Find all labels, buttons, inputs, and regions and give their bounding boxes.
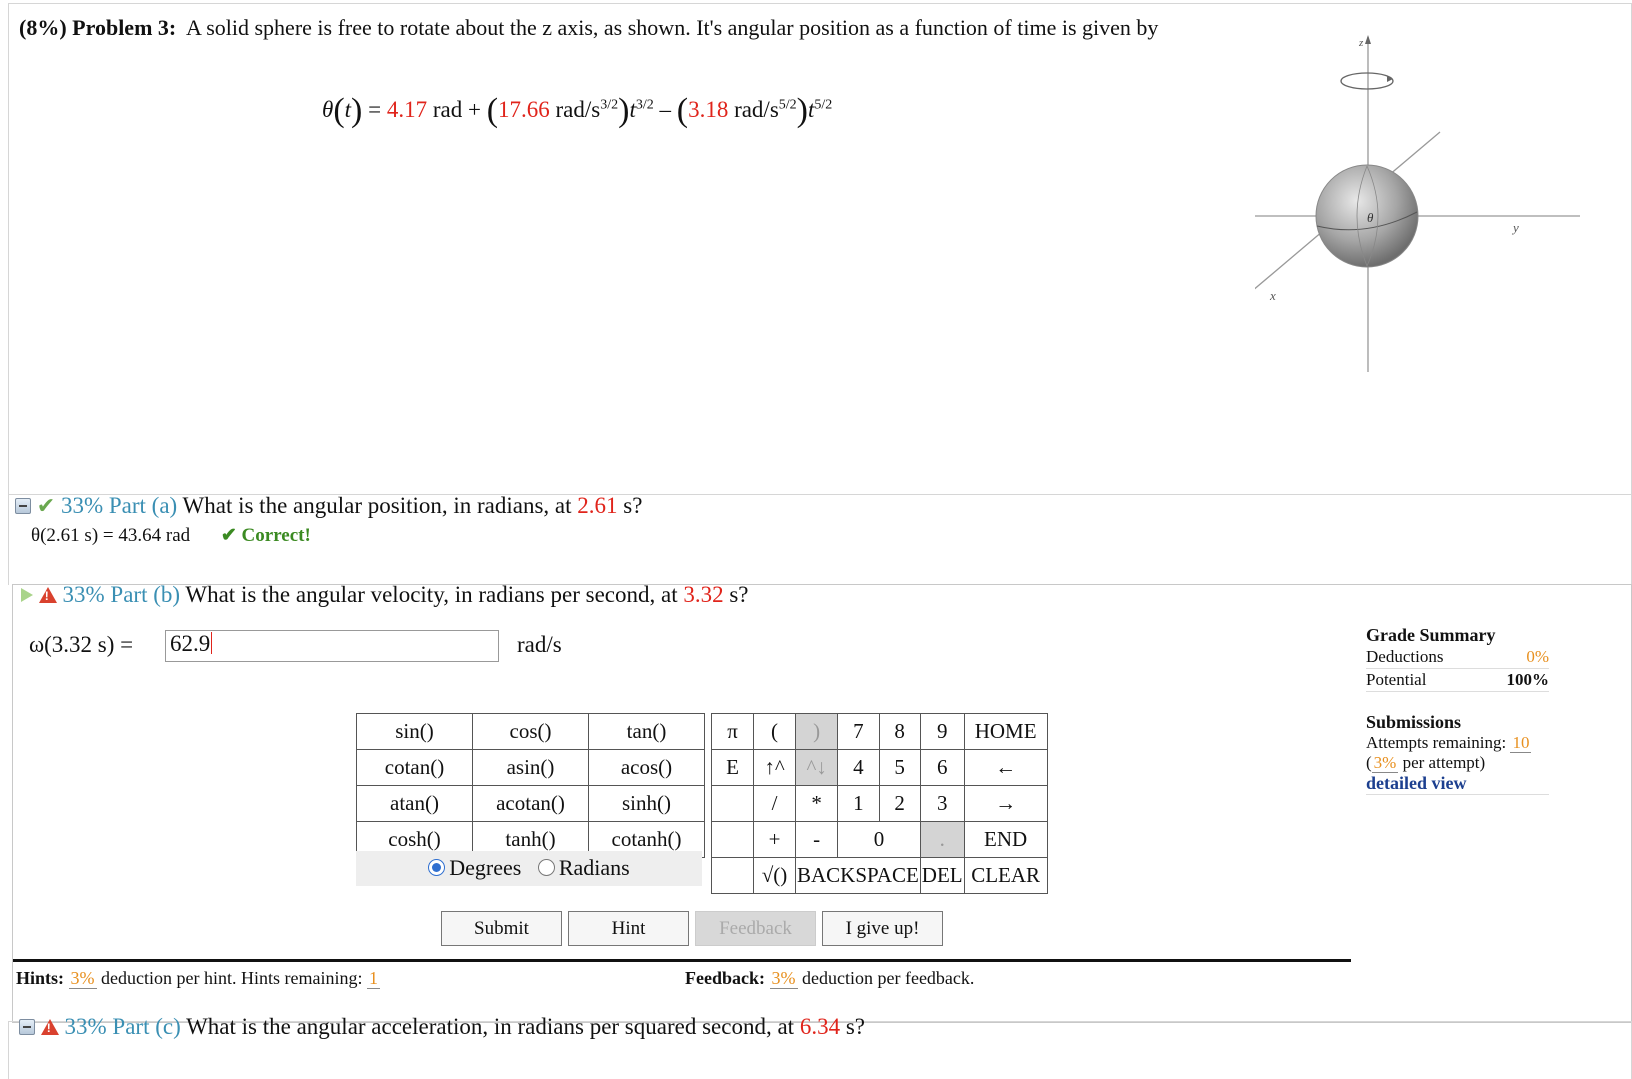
submissions-title: Submissions xyxy=(1366,712,1462,732)
part-c-header: ! 33% Part (c) What is the angular acceleration, in radians per squared second, at 6.34 s? xyxy=(19,1014,865,1040)
give-up-button[interactable]: I give up! xyxy=(822,911,943,946)
part-c-panel xyxy=(8,1014,1632,1079)
coef-0: 4.17 xyxy=(386,97,428,122)
key-2[interactable]: 2 xyxy=(879,786,920,822)
coef-2: 3.18 xyxy=(688,97,729,122)
radians-radio[interactable] xyxy=(538,859,555,876)
part-a-value: 2.61 xyxy=(577,493,618,518)
correct-badge: ✔ Correct! xyxy=(220,525,311,546)
part-a-answer: θ(2.61 s) = 43.64 rad xyxy=(31,525,191,546)
check-icon: ✔ xyxy=(36,493,56,518)
key-div[interactable]: / xyxy=(754,786,796,822)
part-a-label: Part (a) xyxy=(108,493,178,518)
key-3[interactable]: 3 xyxy=(920,786,964,822)
part-a-answer-row xyxy=(31,524,311,547)
hints-info: Hints: 3% deduction per hint. Hints remaining: 1 xyxy=(16,968,378,988)
key-8[interactable]: 8 xyxy=(879,714,920,750)
key-sin[interactable]: sin() xyxy=(357,714,473,750)
part-b-question: What is the angular velocity, in radians per second, at xyxy=(185,582,678,607)
hints-feedback-bar xyxy=(13,959,1351,1021)
key-sinh[interactable]: sinh() xyxy=(589,786,705,822)
key-up[interactable]: ↑^ xyxy=(754,750,796,786)
key-plus[interactable]: + xyxy=(754,822,796,858)
warning-icon xyxy=(41,1019,59,1035)
part-c-pct: 33% xyxy=(64,1014,107,1039)
key-home[interactable]: HOME xyxy=(964,714,1047,750)
part-a-panel xyxy=(8,494,1632,585)
key-end[interactable]: END xyxy=(964,822,1047,858)
key-e[interactable]: E xyxy=(712,750,754,786)
part-c-value: 6.34 xyxy=(799,1014,841,1039)
key-1[interactable]: 1 xyxy=(838,786,879,822)
key-minus[interactable]: - xyxy=(796,822,838,858)
problem-statement xyxy=(19,13,1199,42)
function-keypad xyxy=(356,713,705,858)
part-b-value: 3.32 xyxy=(683,582,724,607)
x-axis-label: x xyxy=(1270,288,1276,303)
key-backspace[interactable]: BACKSPACE xyxy=(796,858,921,894)
part-c-question: What is the angular acceleration, in radians per squared second, at xyxy=(186,1014,795,1039)
angle-mode xyxy=(356,851,702,886)
sphere-figure xyxy=(1255,32,1610,392)
answer-input[interactable]: 62.9 xyxy=(165,630,499,662)
degrees-label: Degrees xyxy=(449,855,522,880)
feedback-button[interactable]: Feedback xyxy=(695,911,816,946)
potential-value: 100% xyxy=(1506,670,1549,689)
key-9[interactable]: 9 xyxy=(920,714,964,750)
part-b-pct: 33% xyxy=(62,582,105,607)
part-a-question: What is the angular position, in radians, at xyxy=(182,493,572,518)
key-7[interactable]: 7 xyxy=(838,714,879,750)
key-cos[interactable]: cos() xyxy=(473,714,589,750)
grade-summary: Grade Summary Deductions 0% Potential 100% Submissions Attempts remaining: 10 ( 3% per attempt) detailed view xyxy=(1366,625,1549,793)
key-acos[interactable]: acos() xyxy=(589,750,705,786)
collapse-icon[interactable] xyxy=(15,498,31,514)
problem-weight: (8%) xyxy=(19,15,67,40)
key-blank-3 xyxy=(712,858,754,894)
coef-1: 17.66 xyxy=(498,97,550,122)
radians-label: Radians xyxy=(558,855,630,880)
part-a-pct: 33% xyxy=(60,493,104,518)
deductions-value: 0% xyxy=(1526,647,1549,666)
answer-unit: rad/s xyxy=(517,632,562,657)
part-b-panel xyxy=(12,584,1632,1023)
problem-text: A solid sphere is free to rotate about the z axis, as shown. It's angular position as a function of time is given by xyxy=(186,15,1159,40)
theta-label: θ xyxy=(1367,210,1374,225)
theta-equation: θ(t) = 4.17 rad + (17.66 rad/$s^{3/2})t^{3/2} - (3.18$ rad/$s^{5/2})t^{5/2}$ xyxy=(322,92,833,129)
key-acotan[interactable]: acotan() xyxy=(473,786,589,822)
problem-title: Problem 3: xyxy=(72,15,177,40)
collapse-icon[interactable] xyxy=(19,1019,35,1035)
key-blank-1 xyxy=(712,786,754,822)
key-pi[interactable]: π xyxy=(712,714,754,750)
key-cotan[interactable]: cotan() xyxy=(357,750,473,786)
hint-button[interactable]: Hint xyxy=(568,911,689,946)
expand-icon[interactable] xyxy=(21,588,33,602)
key-clear[interactable]: CLEAR xyxy=(964,858,1047,894)
key-del[interactable]: DEL xyxy=(920,858,964,894)
number-keypad xyxy=(711,713,1048,894)
attempts-remaining: 10 xyxy=(1512,733,1530,752)
key-tan[interactable]: tan() xyxy=(589,714,705,750)
key-asin[interactable]: asin() xyxy=(473,750,589,786)
key-0[interactable]: 0 xyxy=(838,822,921,858)
feedback-info: Feedback: 3% deduction per feedback. xyxy=(685,968,975,988)
key-atan[interactable]: atan() xyxy=(357,786,473,822)
key-5[interactable]: 5 xyxy=(879,750,920,786)
degrees-radio[interactable] xyxy=(428,859,445,876)
key-6[interactable]: 6 xyxy=(920,750,964,786)
key-dot[interactable]: . xyxy=(920,822,964,858)
hints-remaining: 1 xyxy=(368,968,378,988)
key-cotanh[interactable]: cotanh() xyxy=(589,822,705,858)
key-right[interactable]: → xyxy=(964,786,1047,822)
submit-button[interactable]: Submit xyxy=(441,911,562,946)
key-sqrt[interactable]: √() xyxy=(754,858,796,894)
key-cosh[interactable]: cosh() xyxy=(357,822,473,858)
grade-summary-title: Grade Summary xyxy=(1366,625,1496,645)
part-a-header: ✔ 33% Part (a) What is the angular position, in radians, at 2.61 s? xyxy=(15,493,642,519)
part-c-label: Part (c) xyxy=(112,1014,181,1039)
detailed-view-link[interactable]: detailed view xyxy=(1366,773,1467,793)
key-4[interactable]: 4 xyxy=(838,750,879,786)
z-axis-label: z xyxy=(1359,37,1364,49)
answer-label: ω(3.32 s) = xyxy=(29,632,134,657)
part-b-label: Part (b) xyxy=(110,582,181,607)
key-left[interactable]: ← xyxy=(964,750,1047,786)
answer-row xyxy=(29,631,562,658)
warning-icon xyxy=(39,587,57,603)
key-rparen[interactable]: ) xyxy=(796,714,838,750)
part-b-header: ! 33% Part (b) What is the angular velocity, in radians per second, at 3.32 s? xyxy=(19,582,749,608)
key-tanh[interactable]: tanh() xyxy=(473,822,589,858)
y-axis-label: y xyxy=(1513,220,1519,235)
key-blank-2 xyxy=(712,822,754,858)
key-down[interactable]: ^↓ xyxy=(796,750,838,786)
key-mul[interactable]: * xyxy=(796,786,838,822)
key-lparen[interactable]: ( xyxy=(754,714,796,750)
